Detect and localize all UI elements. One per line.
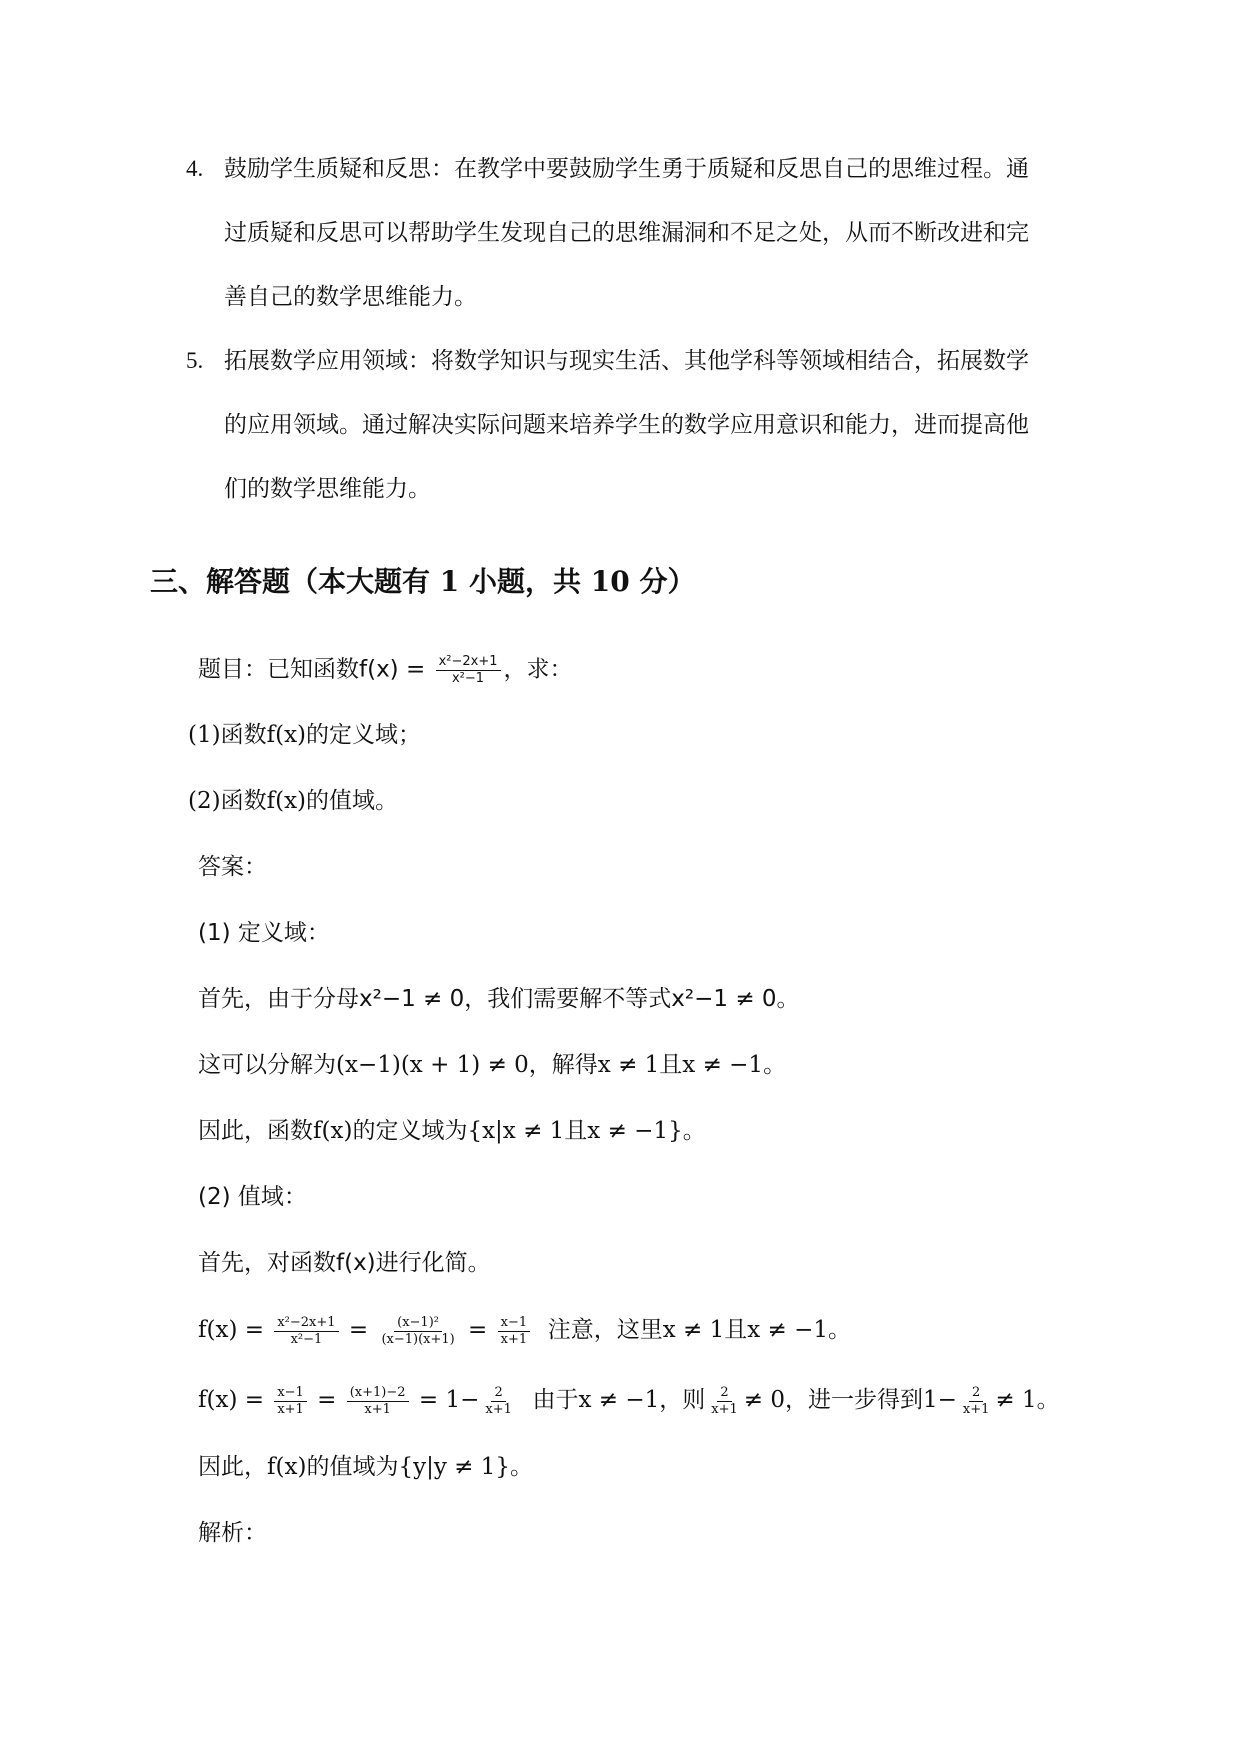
eq2-frac-4-num: 2 (717, 1385, 731, 1402)
answer-line-1-a: 首先，由于分母 (198, 986, 359, 1012)
eq1-note-b: 且 (724, 1317, 748, 1343)
problem-fx: f(x) = (359, 656, 426, 683)
part-2-title: 值域： (237, 1184, 307, 1210)
eq2-frac-1-den: x+1 (277, 1401, 304, 1417)
eq2-frac-3 (482, 1385, 515, 1418)
list-number-4: 4. (186, 156, 204, 181)
list-item-4-line-3: 善自己的数学思维能力。 (224, 284, 477, 310)
problem-frac-den: x²−1 (451, 671, 485, 686)
eq2-frac-2 (347, 1385, 409, 1418)
question-1-fx: f(x) (266, 722, 307, 748)
answer-line-5 (198, 1452, 533, 1482)
eq1-note-c: 。 (828, 1317, 852, 1343)
answer-line-3-c: 且 (564, 1118, 588, 1144)
eq1-note-expr: x ≠ 1 (662, 1317, 725, 1343)
list-item-5-line-2: 的应用领域。通过解决实际问题来培养学生的数学应用意识和能力，进而提高他 (224, 412, 1029, 438)
answer-line-5-fx: f(x) (267, 1454, 307, 1480)
answer-line-3 (198, 1116, 706, 1146)
answer-line-5-a: 因此， (198, 1454, 267, 1480)
eq2-text-d: 。 (1036, 1387, 1060, 1413)
eq2-ne-one: ≠ 1 (995, 1387, 1037, 1413)
answer-line-5-set: {y|y ≠ 1} (398, 1454, 510, 1480)
answer-line-4-b: 进行化简。 (375, 1250, 491, 1276)
eq1-frac-3-den: x+1 (500, 1331, 528, 1347)
eq2-frac-1-num: x−1 (274, 1385, 307, 1402)
section-heading: 三、解答题（本大题有 1 小题，共 10 分） (150, 565, 696, 598)
eq1-note-a: 注意，这里 (547, 1317, 663, 1343)
eq2-frac-1 (274, 1385, 307, 1418)
list-item-5-line-1: 拓展数学应用领域：将数学知识与现实生活、其他学科等领域相结合，拓展数学 (224, 348, 1029, 374)
eq2-frac-3-num: 2 (491, 1385, 505, 1402)
eq1-frac-2 (378, 1315, 457, 1348)
eq2-ne-zero: ≠ 0 (743, 1387, 785, 1413)
part-1-heading (198, 918, 330, 948)
question-1-text-b: 的定义域； (306, 722, 422, 748)
eq2-frac-4 (708, 1385, 741, 1418)
list-item-5-line-3: 们的数学思维能力。 (224, 476, 431, 502)
analysis-label: 解析： (198, 1520, 267, 1546)
eq2-expr: x ≠ −1 (578, 1387, 660, 1413)
problem-frac-num: x²−2x+1 (436, 654, 501, 671)
problem-suffix: ，求： (503, 656, 573, 683)
question-2-text-b: 的值域。 (306, 788, 399, 814)
question-1-text-a: (1)函数 (188, 722, 267, 748)
question-2 (188, 786, 398, 816)
list-item-4-line-1: 鼓励学生质疑和反思：在教学中要鼓励学生勇于质疑和反思自己的思维过程。通 (224, 156, 1029, 182)
eq2-frac-2-den: x+1 (364, 1401, 391, 1417)
answer-line-3-set: {x|x ≠ 1 (467, 1118, 565, 1144)
answer-line-3-a: 因此，函数 (198, 1118, 313, 1144)
answer-line-4-fx: f(x) (336, 1250, 376, 1276)
answer-line-1-c: 。 (776, 986, 800, 1012)
part-2-heading (198, 1182, 307, 1212)
eq2-one-minus: 1− (922, 1387, 957, 1413)
eq2-text-b: ，则 (659, 1387, 706, 1413)
answer-line-1-expr-2: x²−1 ≠ 0 (671, 986, 777, 1012)
part-1-label: (1) (198, 920, 231, 946)
equation-1 (198, 1310, 851, 1350)
eq1-frac-1-num: x²−2x+1 (274, 1315, 338, 1332)
eq1-frac-2-num: (x−1)² (394, 1315, 442, 1332)
eq2-text-a: 由于 (532, 1387, 579, 1413)
problem-statement (198, 654, 573, 687)
part-1-title: 定义域： (237, 920, 330, 946)
answer-line-2-d: 。 (763, 1052, 787, 1078)
answer-line-2-expr-3: x ≠ −1 (682, 1052, 764, 1078)
answer-line-1-b: ，我们需要解不等式 (464, 986, 672, 1012)
eq1-equals-2: = (468, 1317, 488, 1343)
answer-line-4-a: 首先，对函数 (198, 1250, 336, 1276)
eq2-equals-2: = 1− (418, 1387, 480, 1413)
problem-prefix: 题目：已知函数 (198, 656, 359, 683)
answer-line-3-set-2: x ≠ −1} (587, 1118, 683, 1144)
list-item-4-line-2: 过质疑和反思可以帮助学生发现自己的思维漏洞和不足之处，从而不断改进和完 (224, 220, 1029, 246)
eq1-frac-3 (498, 1315, 531, 1348)
eq2-frac-4-den: x+1 (711, 1401, 738, 1417)
eq2-frac-2-num: (x+1)−2 (347, 1385, 409, 1402)
eq1-equals: = (348, 1317, 369, 1343)
answer-line-2-expr: (x−1)(x + 1) ≠ 0 (336, 1052, 529, 1078)
answer-line-4 (198, 1248, 491, 1278)
eq2-text-c: ，进一步得到 (784, 1387, 923, 1413)
answer-line-3-fx: f(x) (313, 1118, 353, 1144)
eq2-frac-3-den: x+1 (485, 1401, 512, 1417)
answer-line-2-a: 这可以分解为 (198, 1052, 336, 1078)
eq1-frac-2-den: (x−1)(x+1) (381, 1331, 455, 1347)
answer-line-2-expr-2: x ≠ 1 (597, 1052, 660, 1078)
answer-label: 答案： (198, 854, 267, 880)
eq2-frac-5 (960, 1385, 993, 1418)
eq1-lhs: f(x) = (198, 1317, 265, 1343)
answer-line-5-c: 。 (509, 1454, 533, 1480)
eq1-frac-3-num: x−1 (498, 1315, 531, 1332)
answer-line-2 (198, 1050, 786, 1080)
answer-line-5-b: 的值域为 (306, 1454, 399, 1480)
eq1-frac-1-den: x²−1 (290, 1331, 323, 1347)
answer-line-2-c: 且 (659, 1052, 683, 1078)
eq2-frac-5-den: x+1 (962, 1401, 990, 1417)
eq1-note-expr-2: x ≠ −1 (747, 1317, 829, 1343)
eq1-frac-1 (274, 1315, 338, 1348)
question-2-text-a: (2)函数 (188, 788, 267, 814)
question-1 (188, 720, 421, 750)
eq2-frac-5-num: 2 (969, 1385, 983, 1402)
eq2-lhs: f(x) = (198, 1387, 265, 1413)
answer-line-1-expr-1: x²−1 ≠ 0 (359, 986, 465, 1012)
eq2-equals: = (317, 1387, 337, 1413)
list-number-5: 5. (186, 348, 204, 373)
problem-fraction (436, 654, 501, 687)
part-2-label: (2) (198, 1184, 231, 1210)
equation-2 (198, 1380, 1060, 1420)
answer-line-3-d: 。 (682, 1118, 706, 1144)
answer-line-3-b: 的定义域为 (352, 1118, 468, 1144)
answer-line-2-b: ，解得 (528, 1052, 598, 1078)
question-2-fx: f(x) (266, 788, 307, 814)
answer-line-1 (198, 984, 800, 1014)
